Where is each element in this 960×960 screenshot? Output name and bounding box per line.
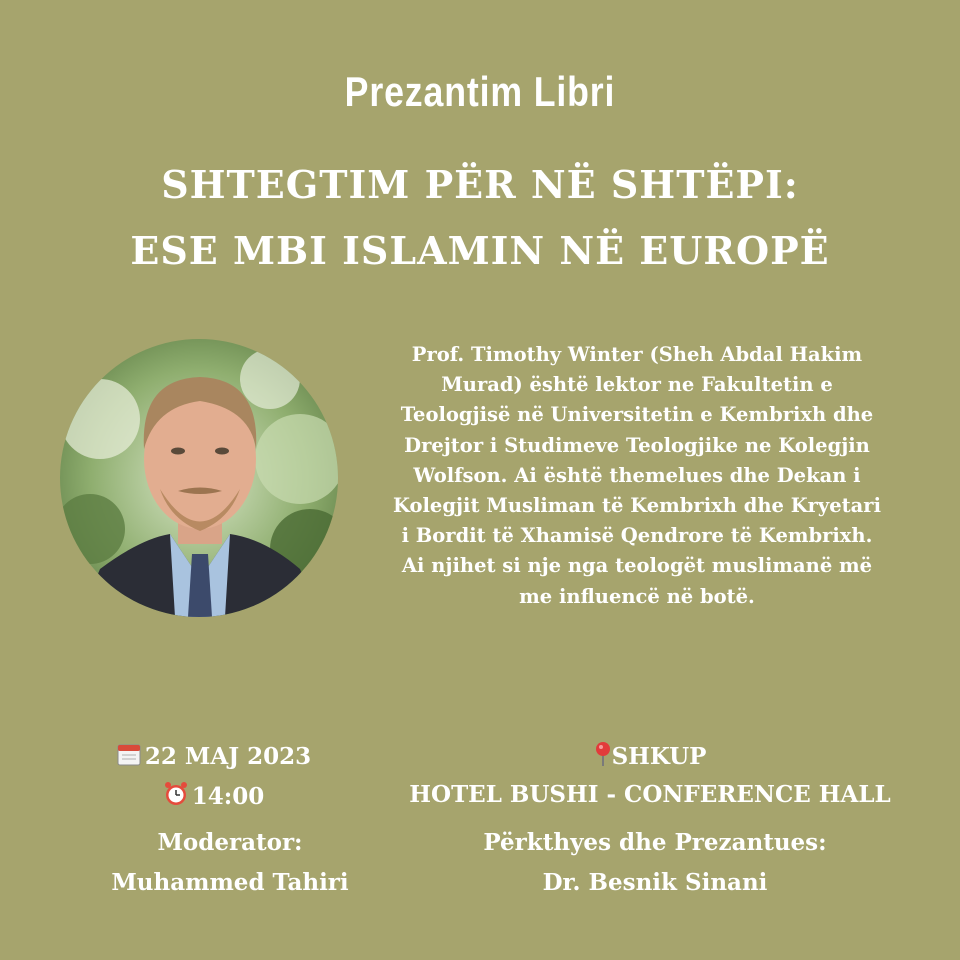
event-city-text: SHKUP bbox=[611, 743, 707, 770]
bio-line: Murad) është lektor ne Fakultetin e bbox=[441, 373, 833, 397]
speaker-portrait bbox=[60, 339, 338, 617]
speaker-bio bbox=[352, 340, 922, 612]
bio-line: Teologjisë në Universitetin e Kembrixh dhe bbox=[400, 403, 874, 427]
bio-line: i Bordit të Xhamisë Qendrore të Kembrixh. bbox=[401, 524, 873, 548]
bio-line: me influencë në botë. bbox=[519, 584, 755, 608]
event-time-text: 14:00 bbox=[191, 783, 265, 810]
moderator-name: Muhammed Tahiri bbox=[111, 869, 349, 896]
bio-line: Prof. Timothy Winter (Sheh Abdal Hakim bbox=[411, 343, 863, 366]
translator-label: Përkthyes dhe Prezantues: bbox=[483, 829, 827, 856]
event-kicker: Prezantim Libri bbox=[344, 68, 616, 115]
moderator-label: Moderator: bbox=[157, 829, 303, 856]
event-venue: HOTEL BUSHI - CONFERENCE HALL bbox=[409, 781, 891, 808]
speaker-photo bbox=[60, 339, 338, 617]
map-pin-icon bbox=[594, 741, 612, 773]
bio-line: Kolegjit Musliman të Kembrixh dhe Kryetari bbox=[393, 494, 881, 518]
event-date bbox=[106, 741, 321, 773]
book-title-line-2: ESE MBI ISLAMIN NË EUROPË bbox=[130, 228, 830, 273]
event-time bbox=[156, 781, 271, 813]
bio-line: Ai njihet si nje nga teologët muslimanë më bbox=[401, 554, 873, 578]
event-city bbox=[585, 741, 715, 773]
translator-name: Dr. Besnik Sinani bbox=[542, 869, 768, 896]
alarm-clock-icon bbox=[163, 781, 189, 813]
bio-line: Wolfson. Ai është themelues dhe Dekan i bbox=[413, 463, 861, 487]
book-title-line-1: SHTEGTIM PËR NË SHTËPI: bbox=[161, 162, 799, 207]
event-date-text: 22 MAJ 2023 bbox=[144, 743, 312, 770]
calendar-icon bbox=[116, 741, 142, 773]
bio-line: Drejtor i Studimeve Teologjike ne Kolegjin bbox=[404, 433, 870, 457]
